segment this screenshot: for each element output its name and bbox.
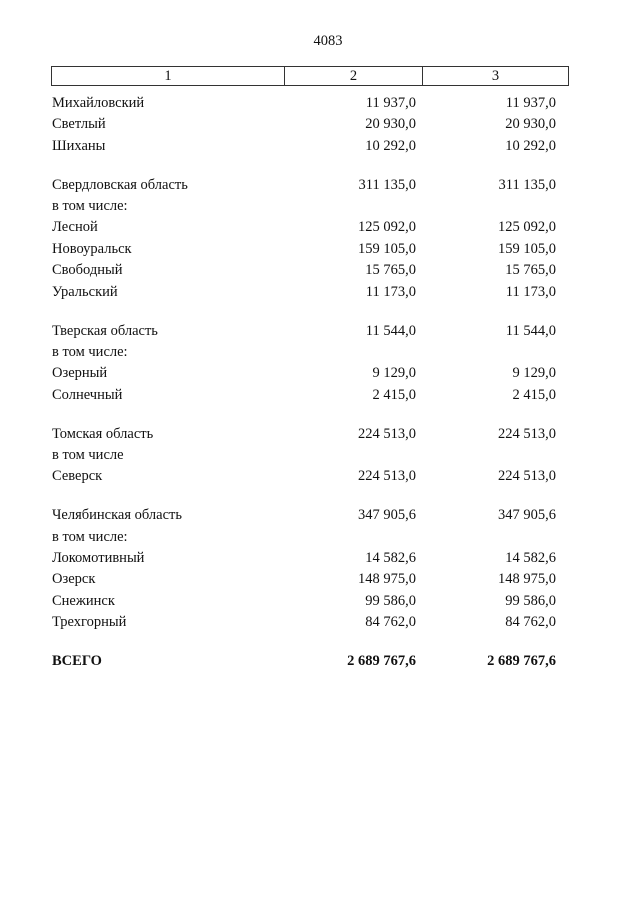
row-value-col3: 11 937,0 xyxy=(505,95,556,111)
row-value-col3: 14 582,6 xyxy=(505,550,556,567)
row-value-col3: 10 292,0 xyxy=(505,137,556,154)
row-value-col3: 2 415,0 xyxy=(512,386,556,403)
column-header-1: 1 xyxy=(52,67,285,85)
total-row xyxy=(52,651,556,672)
row-value-col3: 2 689 767,6 xyxy=(487,653,556,670)
row-value-col2: 15 765,0 xyxy=(365,262,416,279)
row-value-col2: 224 513,0 xyxy=(358,425,416,442)
row-name: Томская область xyxy=(52,425,154,442)
row-name: Светлый xyxy=(52,116,106,133)
row-value-col3: 311 135,0 xyxy=(498,176,556,193)
table-row xyxy=(52,548,556,569)
row-value-col3: 159 105,0 xyxy=(498,240,556,257)
table-row xyxy=(52,321,556,342)
row-value-col3: 20 930,0 xyxy=(505,116,556,133)
row-value-col2: 11 173,0 xyxy=(365,283,416,300)
row-name: Снежинск xyxy=(52,592,115,609)
table-row xyxy=(52,175,556,196)
row-value-col3: 347 905,6 xyxy=(498,507,556,524)
row-group xyxy=(52,505,556,633)
column-header-3: 3 xyxy=(491,68,500,84)
table-body xyxy=(52,93,556,672)
table-row xyxy=(52,363,556,384)
row-value-col2: 224 513,0 xyxy=(358,468,416,485)
row-name: Свободный xyxy=(52,262,123,279)
row-group xyxy=(52,321,556,407)
row-value-col3: 125 092,0 xyxy=(498,219,556,236)
row-value-col3: 84 762,0 xyxy=(505,614,556,631)
row-name: Шиханы xyxy=(52,137,106,154)
table-row xyxy=(52,591,556,612)
row-value-col2: 159 105,0 xyxy=(358,240,416,257)
row-group xyxy=(52,93,556,157)
table-row xyxy=(52,342,556,363)
table-row xyxy=(52,569,556,590)
row-value-col2: 125 092,0 xyxy=(358,219,416,236)
row-name: Михайловский xyxy=(52,95,145,111)
row-name: Лесной xyxy=(52,219,98,236)
row-value-col2: 11 937,0 xyxy=(365,95,416,111)
row-value-col2: 99 586,0 xyxy=(365,592,416,609)
row-name: Северск xyxy=(52,468,103,485)
row-value-col2: 148 975,0 xyxy=(358,571,416,588)
row-value-col2: 20 930,0 xyxy=(365,116,416,133)
table-row xyxy=(52,239,556,260)
page-number: 4083 xyxy=(313,33,343,49)
table-row xyxy=(52,445,556,466)
table-row xyxy=(52,424,556,445)
row-name: Уральский xyxy=(52,283,118,300)
row-name: Озерск xyxy=(52,571,96,588)
row-name: в том числе: xyxy=(52,198,128,215)
table-row xyxy=(52,505,556,526)
table-row xyxy=(52,93,556,114)
row-group xyxy=(52,424,556,488)
row-name: Локомотивный xyxy=(52,550,145,567)
row-name: Тверская область xyxy=(52,322,158,339)
row-value-col3: 15 765,0 xyxy=(505,262,556,279)
row-name: Солнечный xyxy=(52,386,123,403)
row-name: Челябинская область xyxy=(52,507,182,524)
row-name: Озерный xyxy=(52,365,108,382)
row-value-col2: 11 544,0 xyxy=(365,322,416,339)
row-name: в том числе: xyxy=(52,343,128,360)
row-value-col2: 14 582,6 xyxy=(365,550,416,567)
row-value-col2: 311 135,0 xyxy=(358,176,416,193)
row-name: в том числе: xyxy=(52,528,128,545)
row-name: Трехгорный xyxy=(52,614,127,631)
row-value-col3: 9 129,0 xyxy=(512,365,556,382)
row-value-col3: 11 173,0 xyxy=(505,283,556,300)
row-value-col2: 84 762,0 xyxy=(365,614,416,631)
table-row xyxy=(52,385,556,406)
row-value-col2: 2 415,0 xyxy=(372,386,416,403)
row-value-col3: 224 513,0 xyxy=(498,468,556,485)
table-row xyxy=(52,612,556,633)
table-row xyxy=(52,260,556,281)
row-name: Новоуральск xyxy=(52,240,132,257)
row-value-col2: 9 129,0 xyxy=(372,365,416,382)
row-value-col2: 10 292,0 xyxy=(365,137,416,154)
column-header-2: 2 xyxy=(285,67,423,85)
table-row xyxy=(52,196,556,217)
table-row xyxy=(52,282,556,303)
row-value-col3: 99 586,0 xyxy=(505,592,556,609)
table-row xyxy=(52,217,556,238)
row-value-col2: 347 905,6 xyxy=(358,507,416,524)
table-row xyxy=(52,136,556,157)
row-name: Свердловская область xyxy=(52,176,188,193)
row-name: в том числе xyxy=(52,446,124,463)
row-value-col3: 148 975,0 xyxy=(498,571,556,588)
table-row xyxy=(52,114,556,135)
row-group xyxy=(52,175,556,303)
table-row xyxy=(52,466,556,487)
table-header xyxy=(51,66,569,86)
row-value-col2: 2 689 767,6 xyxy=(347,653,416,670)
row-value-col3: 11 544,0 xyxy=(505,322,556,339)
row-name: ВСЕГО xyxy=(52,653,102,670)
row-value-col3: 224 513,0 xyxy=(498,425,556,442)
table-row xyxy=(52,527,556,548)
